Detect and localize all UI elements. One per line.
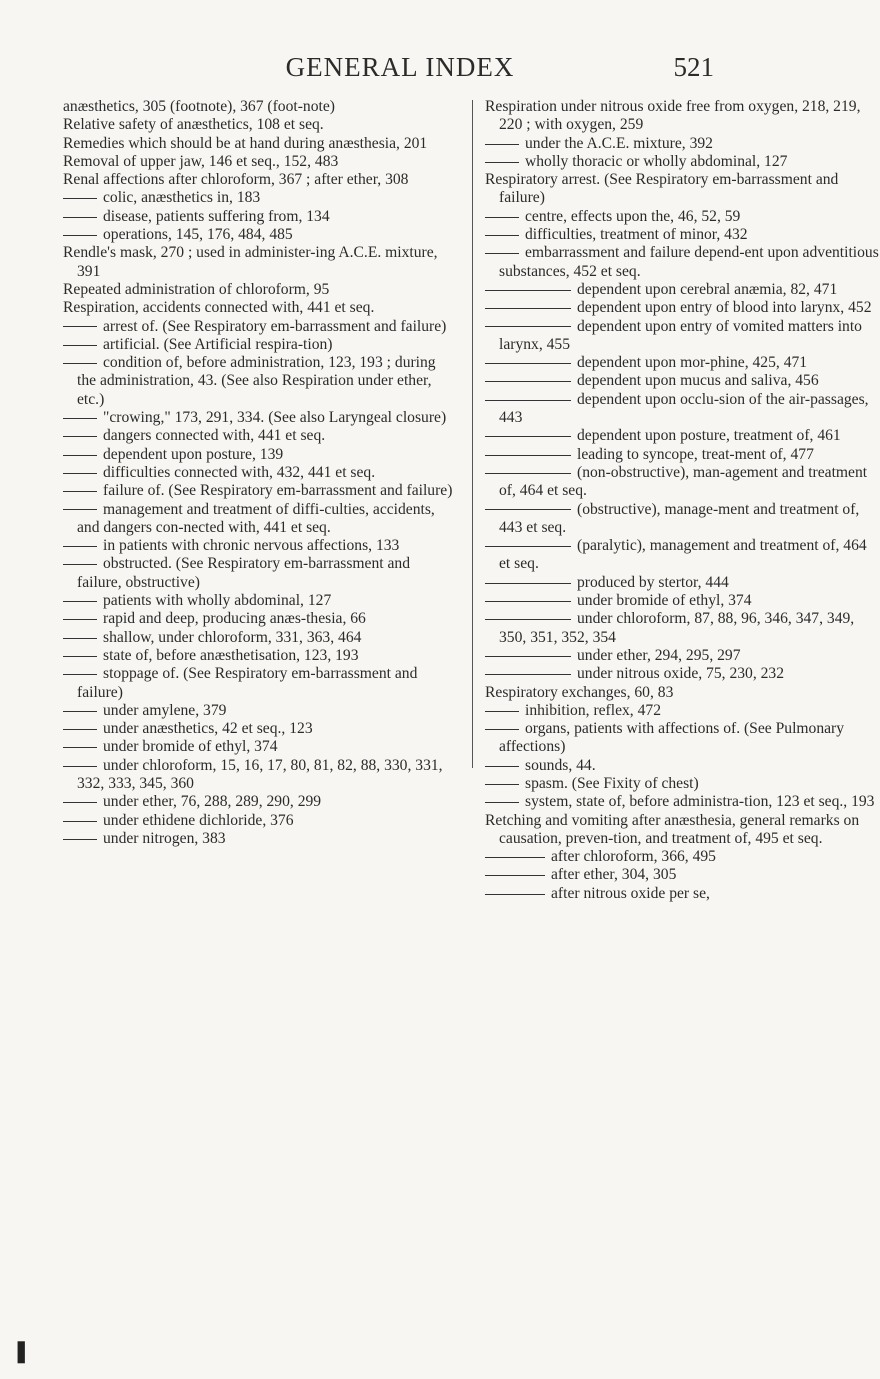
continuation-dash: [63, 674, 97, 675]
index-entry: [485, 684, 880, 702]
continuation-dash: [485, 619, 571, 620]
continuation-dash: [485, 436, 571, 437]
index-entry: [63, 647, 458, 665]
continuation-dash: [63, 473, 97, 474]
continuation-dash: [63, 326, 97, 327]
index-entry: [485, 354, 880, 372]
continuation-dash: [485, 711, 519, 712]
index-entry: [63, 281, 458, 299]
continuation-dash: [63, 802, 97, 803]
index-entry-text: produced by stertor, 444: [577, 573, 729, 591]
index-entry: [63, 830, 458, 848]
continuation-dash: [485, 802, 519, 803]
index-entry: [63, 171, 458, 189]
index-entry-text: inhibition, reflex, 472: [525, 701, 661, 719]
index-entry: [485, 427, 880, 445]
index-entry-text: artificial. (See Artificial respira-tion): [103, 335, 333, 353]
continuation-dash: [485, 509, 571, 510]
continuation-dash: [63, 711, 97, 712]
index-entry: [485, 757, 880, 775]
index-entry: [485, 720, 880, 757]
index-entry-text: under nitrous oxide, 75, 230, 232: [577, 665, 785, 683]
index-entry-text: Removal of upper jaw, 146 et seq., 152, 483: [63, 152, 339, 170]
index-entry: [485, 812, 880, 849]
index-entry: [63, 702, 458, 720]
index-entry-text: Respiration, accidents connected with, 441 et seq.: [63, 299, 375, 317]
continuation-dash: [63, 747, 97, 748]
index-entry: [485, 866, 880, 884]
index-entry: [485, 702, 880, 720]
index-entry-text: under ether, 294, 295, 297: [577, 646, 741, 664]
index-entry: [63, 208, 458, 226]
index-entry-text: Respiration under nitrous oxide free from oxygen, 218, 219, 220 ; with oxygen, 259: [485, 98, 861, 134]
index-entry-text: under bromide of ethyl, 374: [577, 592, 752, 610]
continuation-dash: [63, 418, 97, 419]
index-entry-text: stoppage of. (See Respiratory em-barrassment and failure): [77, 665, 418, 701]
continuation-dash: [485, 546, 571, 547]
index-entry-text: under nitrogen, 383: [103, 829, 226, 847]
index-entry-text: shallow, under chloroform, 331, 363, 464: [103, 628, 362, 646]
index-entry: [63, 427, 458, 445]
continuation-dash: [63, 491, 97, 492]
index-entry-text: dependent upon cerebral anæmia, 82, 471: [577, 280, 838, 298]
continuation-dash: [485, 583, 571, 584]
index-entry: [485, 848, 880, 866]
index-entry: [63, 757, 458, 794]
continuation-dash: [485, 766, 519, 767]
index-entry: [63, 189, 458, 207]
index-entry-text: anæsthetics, 305 (footnote), 367 (foot-note): [63, 98, 335, 115]
index-entry-text: Remedies which should be at hand during anæsthesia, 201: [63, 134, 428, 152]
index-entry: [485, 135, 880, 153]
index-entry: [63, 501, 458, 538]
index-entry-text: failure of. (See Respiratory em-barrassment and failure): [103, 482, 453, 500]
index-entry-text: system, state of, before administra-tion, 123 et seq., 193: [525, 793, 875, 811]
index-entry: [63, 299, 458, 317]
continuation-dash: [63, 656, 97, 657]
index-entry-text: under chloroform, 15, 16, 17, 80, 81, 82, 88, 330, 331, 332, 333, 345, 360: [77, 756, 443, 792]
index-entry: [485, 281, 880, 299]
index-entry-text: Respiratory exchanges, 60, 83: [485, 683, 674, 701]
index-entry-text: centre, effects upon the, 46, 52, 59: [525, 207, 741, 225]
index-entry-text: dependent upon posture, treatment of, 461: [577, 427, 841, 445]
continuation-dash: [63, 509, 97, 510]
continuation-dash: [63, 235, 97, 236]
continuation-dash: [63, 436, 97, 437]
margin-mark: ❚: [12, 1338, 31, 1363]
index-entry: [63, 135, 458, 153]
index-entry-text: wholly thoracic or wholly abdominal, 127: [525, 152, 788, 170]
continuation-dash: [485, 308, 571, 309]
continuation-dash: [485, 290, 571, 291]
index-entry: [63, 318, 458, 336]
index-entry-text: under ethidene dichloride, 376: [103, 811, 294, 829]
continuation-dash: [63, 766, 97, 767]
continuation-dash: [485, 729, 519, 730]
index-entry-text: leading to syncope, treat-ment of, 477: [577, 445, 814, 463]
index-entry-text: sounds, 44.: [525, 756, 596, 774]
index-entry-text: difficulties connected with, 432, 441 et seq.: [103, 463, 376, 481]
continuation-dash: [485, 381, 571, 382]
index-entry: [485, 464, 880, 501]
index-entry-text: Respiratory arrest. (See Respiratory em-barrassment and failure): [485, 171, 839, 207]
index-entry: [63, 482, 458, 500]
index-entry: [63, 244, 458, 281]
index-entry: [63, 555, 458, 592]
index-entry-text: disease, patients suffering from, 134: [103, 207, 330, 225]
index-entry-text: dependent upon mor-phine, 425, 471: [577, 354, 808, 372]
index-entry: [63, 537, 458, 555]
continuation-dash: [63, 564, 97, 565]
continuation-dash: [485, 601, 571, 602]
index-entry-text: under anæsthetics, 42 et seq., 123: [103, 720, 313, 738]
continuation-dash: [63, 839, 97, 840]
continuation-dash: [485, 455, 571, 456]
index-entry-text: difficulties, treatment of minor, 432: [525, 226, 748, 244]
index-entry: [63, 592, 458, 610]
index-entry: [485, 153, 880, 171]
index-entry: [63, 665, 458, 702]
index-entry: [485, 299, 880, 317]
index-entry: [485, 592, 880, 610]
continuation-dash: [63, 198, 97, 199]
index-entry: [63, 446, 458, 464]
index-entry: [63, 629, 458, 647]
continuation-dash: [63, 729, 97, 730]
index-entry-text: (paralytic), management and treatment of, 464 et seq.: [499, 537, 867, 573]
continuation-dash: [63, 546, 97, 547]
index-column-right: [485, 98, 880, 903]
index-entry: [485, 318, 880, 355]
index-entry-text: dangers connected with, 441 et seq.: [103, 427, 326, 445]
index-entry-text: (obstructive), manage-ment and treatment of, 443 et seq.: [499, 500, 860, 536]
index-entry: [485, 793, 880, 811]
index-entry: [485, 501, 880, 538]
index-entry: [63, 98, 458, 116]
index-entry: [485, 244, 880, 281]
index-entry-text: after ether, 304, 305: [551, 866, 677, 884]
continuation-dash: [485, 326, 571, 327]
index-column-left: [63, 98, 458, 848]
continuation-dash: [485, 235, 519, 236]
index-entry: [63, 226, 458, 244]
index-entry: [485, 446, 880, 464]
continuation-dash: [485, 857, 545, 858]
index-entry-text: dependent upon entry of blood into larynx, 452: [577, 299, 872, 317]
index-entry: [63, 738, 458, 756]
index-entry-text: in patients with chronic nervous affections, 133: [103, 537, 400, 555]
continuation-dash: [63, 217, 97, 218]
index-entry: [63, 812, 458, 830]
index-entry: [63, 464, 458, 482]
index-entry-text: Relative safety of anæsthetics, 108 et seq.: [63, 116, 324, 134]
index-entry: [485, 98, 880, 135]
index-entry: [485, 610, 880, 647]
index-entry: [485, 171, 880, 208]
index-entry-text: Repeated administration of chloroform, 95: [63, 280, 330, 298]
index-entry: [63, 610, 458, 628]
continuation-dash: [485, 656, 571, 657]
index-entry-text: dependent upon mucus and saliva, 456: [577, 372, 819, 390]
index-entry: [63, 153, 458, 171]
continuation-dash: [63, 619, 97, 620]
index-entry-text: "crowing," 173, 291, 334. (See also Laryngeal closure): [103, 409, 447, 427]
index-entry-text: under ether, 76, 288, 289, 290, 299: [103, 793, 322, 811]
column-divider: [472, 100, 473, 768]
index-entry-text: embarrassment and failure depend-ent upon adventitious substances, 452 et seq.: [499, 244, 879, 280]
page-header: [0, 40, 800, 90]
continuation-dash: [485, 400, 571, 401]
index-entry: [63, 720, 458, 738]
continuation-dash: [485, 875, 545, 876]
page-number: 521: [673, 52, 714, 82]
index-entry: [63, 409, 458, 427]
continuation-dash: [485, 674, 571, 675]
index-entry: [63, 116, 458, 134]
continuation-dash: [485, 253, 519, 254]
index-entry: [485, 647, 880, 665]
index-entry-text: under the A.C.E. mixture, 392: [525, 134, 713, 152]
index-entry-text: rapid and deep, producing anæs-thesia, 66: [103, 610, 366, 628]
continuation-dash: [485, 784, 519, 785]
index-entry: [63, 793, 458, 811]
continuation-dash: [63, 638, 97, 639]
index-entry-text: operations, 145, 176, 484, 485: [103, 226, 293, 244]
continuation-dash: [485, 473, 571, 474]
index-entry-text: management and treatment of diffi-culties, accidents, and dangers con-nected with, 441 et seq.: [77, 500, 435, 536]
index-entry-text: dependent upon entry of vomited matters into larynx, 455: [499, 317, 862, 353]
index-entry: [485, 226, 880, 244]
index-entry: [485, 537, 880, 574]
index-entry-text: after chloroform, 366, 495: [551, 848, 716, 866]
index-entry-text: (non-obstructive), man-agement and treatment of, 464 et seq.: [499, 463, 868, 500]
index-entry: [485, 372, 880, 390]
index-entry-text: under chloroform, 87, 88, 96, 346, 347, 349, 350, 351, 352, 354: [499, 610, 855, 646]
index-entry: [63, 354, 458, 409]
continuation-dash: [485, 217, 519, 218]
index-entry: [485, 885, 880, 903]
index-entry-text: under bromide of ethyl, 374: [103, 738, 278, 756]
index-entry-text: obstructed. (See Respiratory em-barrassment and failure, obstructive): [77, 555, 411, 591]
index-entry: [485, 574, 880, 592]
continuation-dash: [485, 894, 545, 895]
index-entry: [485, 665, 880, 683]
continuation-dash: [63, 821, 97, 822]
index-entry: [63, 336, 458, 354]
index-entry-text: condition of, before administration, 123, 193 ; during the administration, 43. (See also Respiration under ether, etc.): [77, 354, 436, 408]
index-entry: [485, 775, 880, 793]
index-entry: [485, 391, 880, 428]
continuation-dash: [485, 162, 519, 163]
index-entry-text: Renal affections after chloroform, 367 ; after ether, 308: [63, 171, 409, 189]
index-entry-text: dependent upon occlu-sion of the air-passages, 443: [499, 390, 869, 427]
continuation-dash: [485, 144, 519, 145]
index-entry-text: Retching and vomiting after anæsthesia, general remarks on causation, preven-tion, and treatment of, 495 et seq.: [485, 811, 860, 847]
index-entry-text: patients with wholly abdominal, 127: [103, 592, 332, 610]
continuation-dash: [63, 363, 97, 364]
continuation-dash: [63, 601, 97, 602]
index-entry-text: spasm. (See Fixity of chest): [525, 774, 699, 792]
index-entry-text: organs, patients with affections of. (See Pulmonary affections): [499, 720, 845, 756]
index-entry-text: colic, anæsthetics in, 183: [103, 189, 261, 207]
continuation-dash: [63, 345, 97, 346]
index-entry-text: dependent upon posture, 139: [103, 445, 284, 463]
continuation-dash: [485, 363, 571, 364]
index-entry-text: Rendle's mask, 270 ; used in administer-ing A.C.E. mixture, 391: [63, 244, 438, 280]
index-entry-text: under amylene, 379: [103, 701, 227, 719]
index-entry-text: after nitrous oxide per se,: [551, 884, 710, 902]
index-entry-text: arrest of. (See Respiratory em-barrassment and failure): [103, 317, 447, 335]
index-entry: [485, 208, 880, 226]
index-entry-text: state of, before anæsthetisation, 123, 193: [103, 646, 359, 664]
page-title: GENERAL INDEX: [285, 52, 515, 82]
continuation-dash: [63, 455, 97, 456]
